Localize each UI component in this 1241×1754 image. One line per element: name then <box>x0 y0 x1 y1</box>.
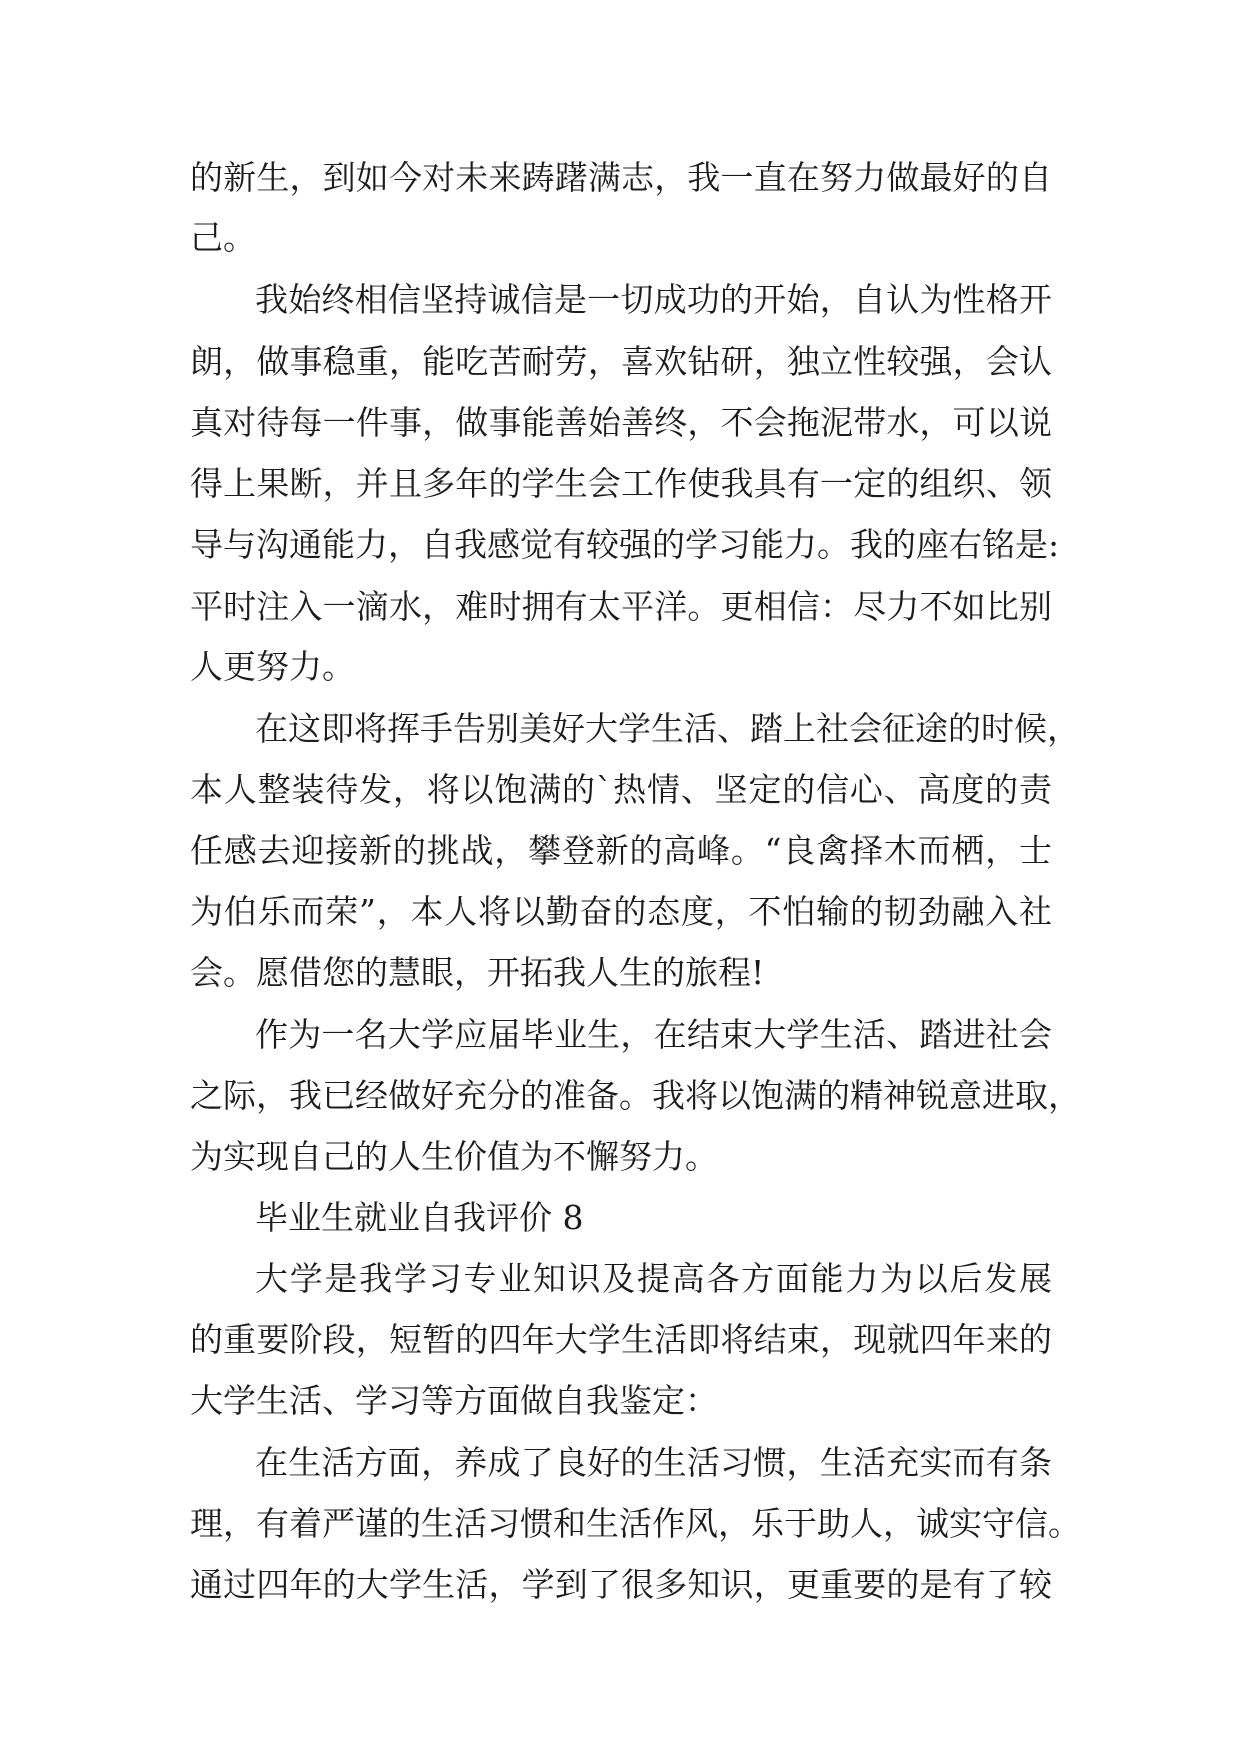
text-line: 之际，我已经做好充分的准备。我将以饱满的精神锐意进取， <box>190 1076 1081 1115</box>
text-line: 在生活方面，养成了良好的生活习惯，生活充实而有条 <box>255 1443 1052 1482</box>
text-line: 平时注入一滴水，难时拥有太平洋。更相信：尽力不如比别 <box>190 587 1052 626</box>
text-line: 己。 <box>190 218 256 257</box>
text-line: 的重要阶段，短暂的四年大学生活即将结束，现就四年来的 <box>190 1320 1052 1359</box>
text-line: 真对待每一件事，做事能善始善终，不会拖泥带水，可以说 <box>190 403 1052 442</box>
text-line: 人更努力。 <box>190 647 355 686</box>
text-line: 为伯乐而荣”，本人将以勤奋的态度，不怕输的韧劲融入社 <box>190 892 1052 931</box>
text-line: 本人整装待发，将以饱满的`热情、坚定的信心、高度的责 <box>190 770 1052 809</box>
text-line: 得上果断，并且多年的学生会工作使我具有一定的组织、领 <box>190 464 1052 503</box>
text-line: 任感去迎接新的挑战，攀登新的高峰。“良禽择木而栖，士 <box>190 831 1052 870</box>
text-line: 朗，做事稳重，能吃苦耐劳，喜欢钻研，独立性较强，会认 <box>190 342 1052 381</box>
text-line: 的新生，到如今对未来踌躇满志，我一直在努力做最好的自 <box>190 158 1052 197</box>
text-line: 作为一名大学应届毕业生，在结束大学生活、踏进社会 <box>255 1015 1052 1054</box>
text-line: 大学生活、学习等方面做自我鉴定： <box>190 1381 718 1420</box>
text-line: 理，有着严谨的生活习惯和生活作风，乐于助人，诚实守信。 <box>190 1504 1081 1543</box>
text-line: 我始终相信坚持诚信是一切成功的开始，自认为性格开 <box>255 280 1052 319</box>
text-line: 在这即将挥手告别美好大学生活、踏上社会征途的时候， <box>255 709 1080 748</box>
text-line: 通过四年的大学生活，学到了很多知识，更重要的是有了较 <box>190 1565 1052 1604</box>
text-line: 大学是我学习专业知识及提高各方面能力为以后发展 <box>255 1259 1052 1298</box>
text-line: 会。愿借您的慧眼，开拓我人生的旅程! <box>190 953 765 992</box>
section-heading: 毕业生就业自我评价 8 <box>255 1198 584 1237</box>
text-line: 为实现自己的人生价值为不懈努力。 <box>190 1137 718 1176</box>
text-line: 导与沟通能力，自我感觉有较强的学习能力。我的座右铭是: <box>190 525 1060 564</box>
